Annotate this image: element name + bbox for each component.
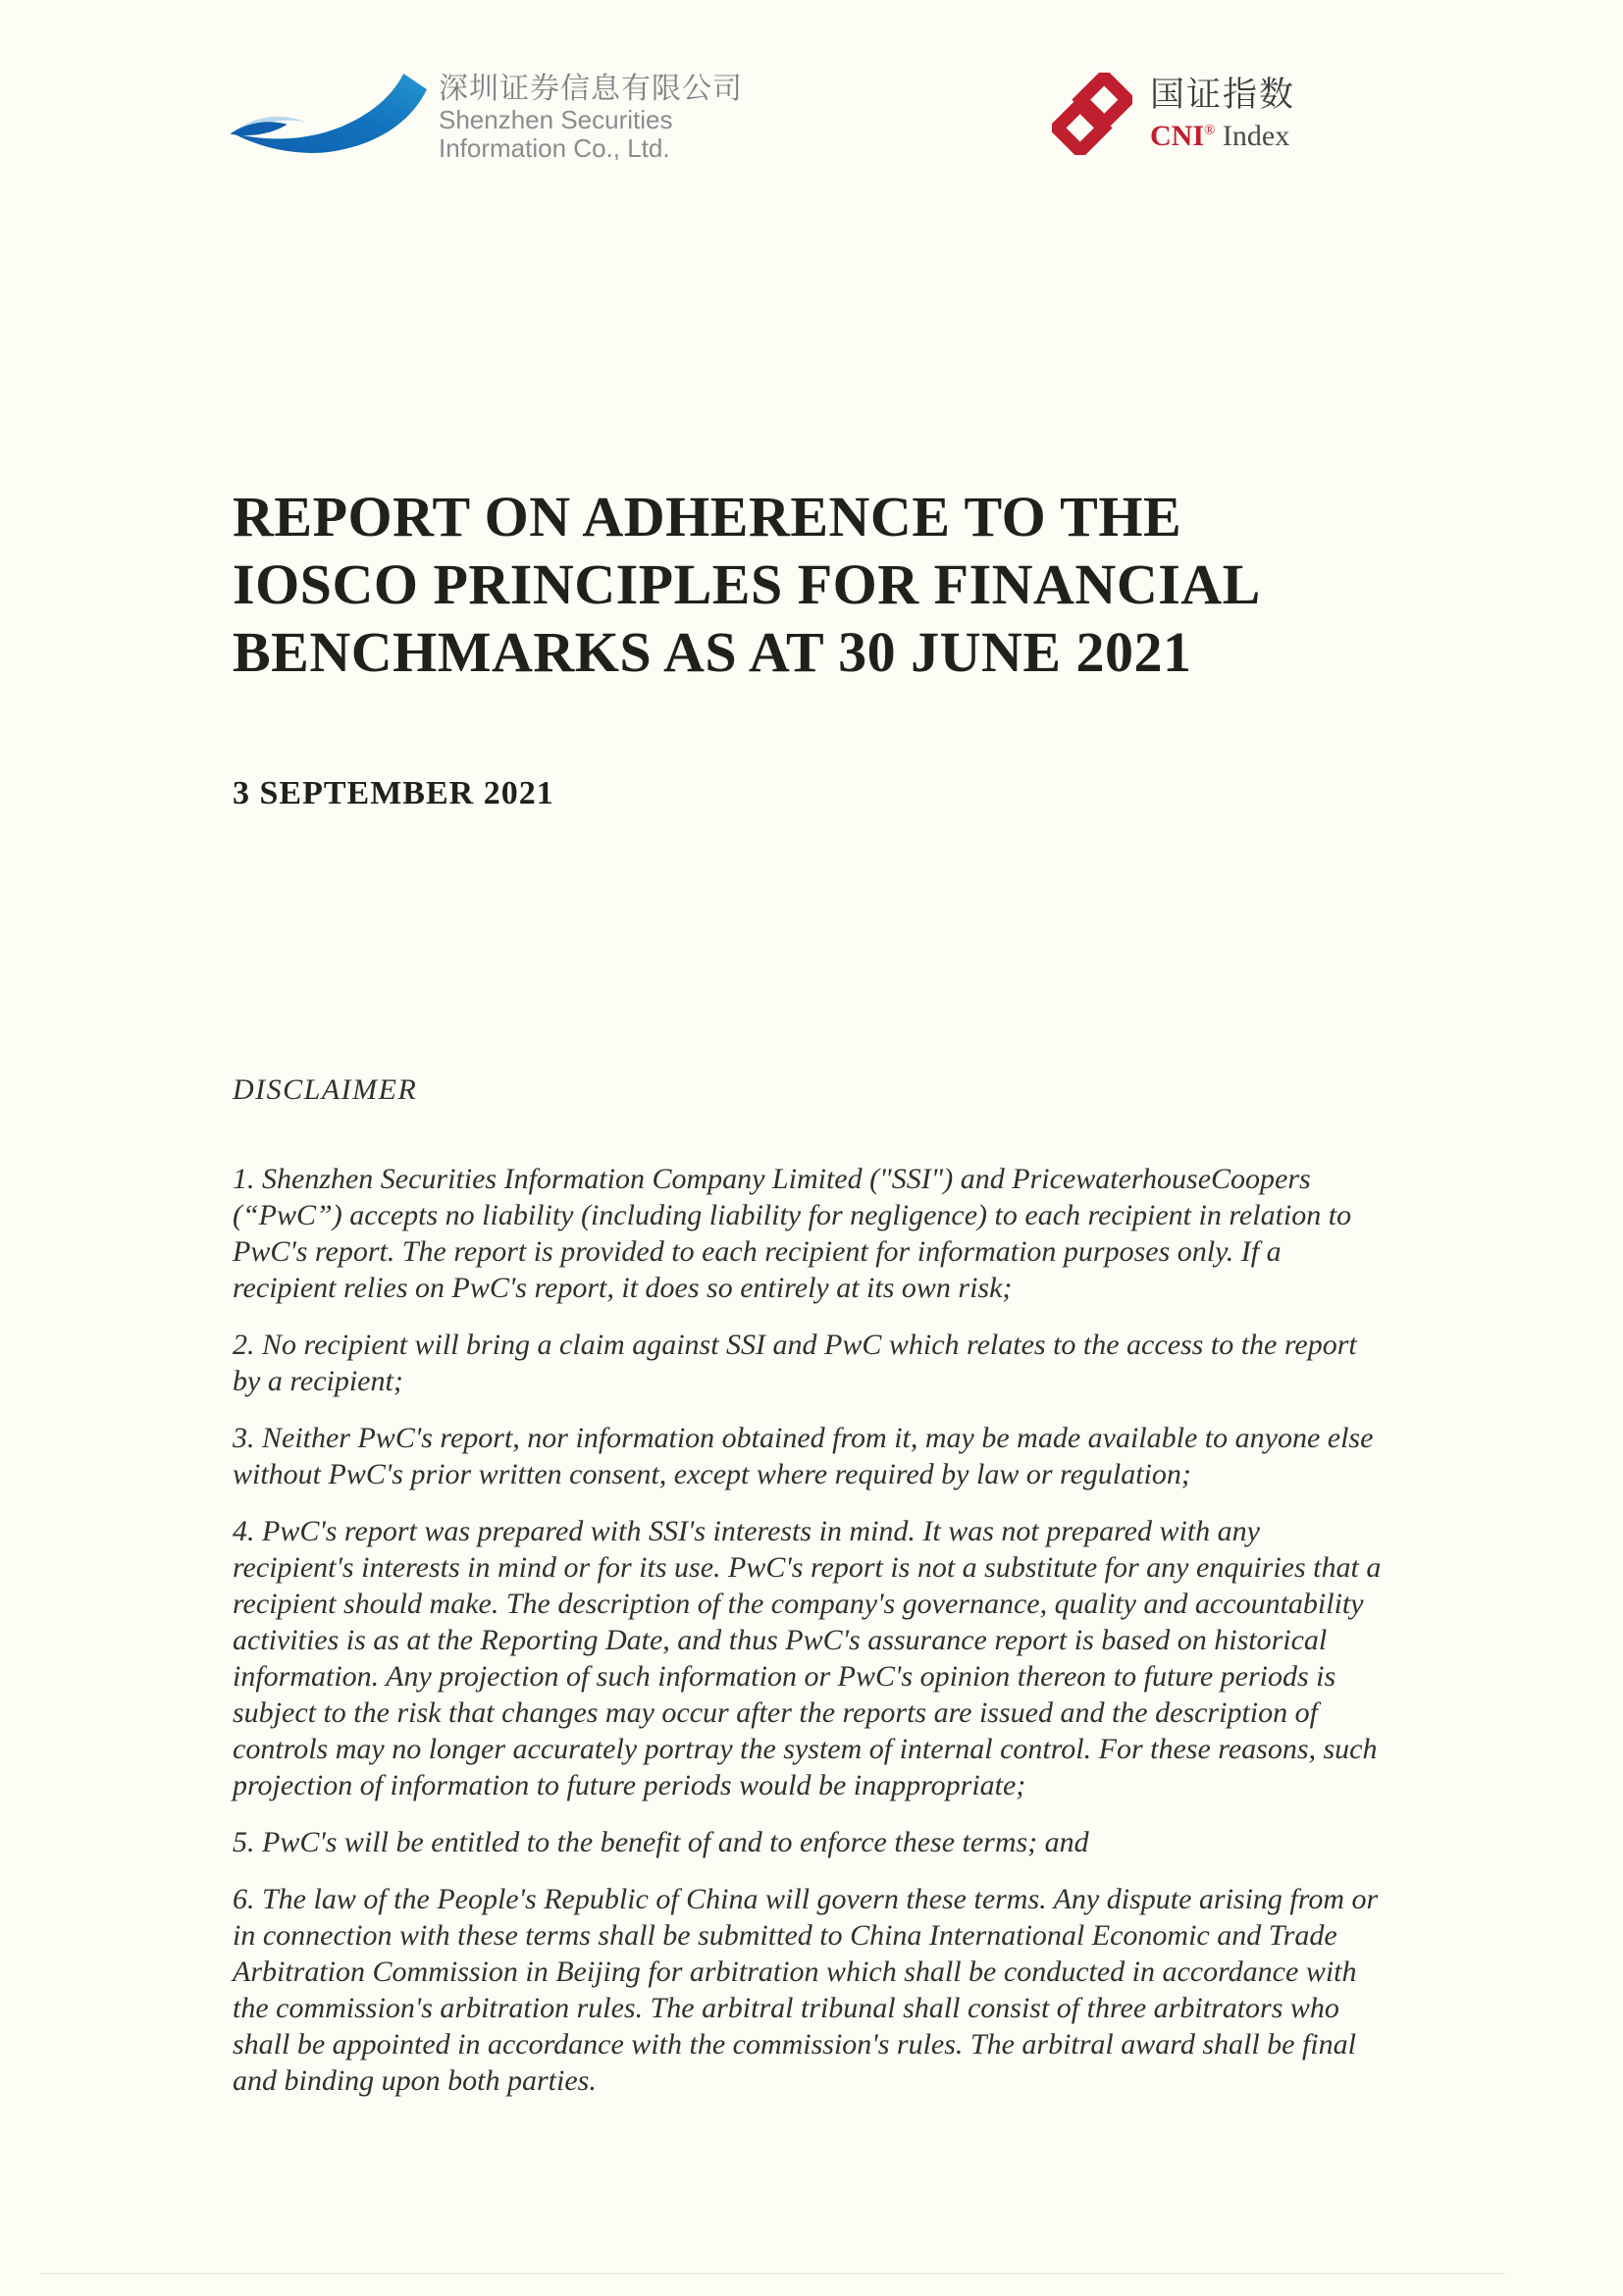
cni-suffix-text: Index [1222,120,1290,152]
disclaimer-paragraph-5: 5. PwC's will be entitled to the benefit of and to enforce these terms; and [233,1826,1089,1858]
disclaimer-paragraph-2: 2. No recipient will bring a claim against SSI and PwC which relates to the access to the report by a recipient; [233,1329,1357,1397]
ssi-english-name-line2: Information Co., Ltd. [439,133,670,163]
report-date: 3 SEPTEMBER 2021 [233,775,554,811]
ssi-logo-text [439,73,743,163]
cni-brand-text: CNI [1149,120,1204,152]
ssi-english-name-line1: Shenzhen Securities [439,105,673,134]
ssi-swoosh-icon [226,69,427,159]
ssi-logo [226,51,743,163]
cni-logo [1052,73,1295,155]
disclaimer-heading: DISCLAIMER [233,1073,418,1106]
cni-chinese-name: 国证指数 [1149,76,1295,114]
cni-logo-text [1150,76,1295,152]
disclaimer-paragraph-4: 4. PwC's report was prepared with SSI's interests in mind. It was not prepared with any recipient's interests in mind or for its use. PwC's report is not a substitute for any enquiries that a recipient should make. The description of the company's governance, quality and accountability activities is as at the Reporting Date, and thus PwC's assurance report is based on historical information. Any projection of such information or PwC's opinion thereon to future periods is subject to the risk that changes may occur after the reports are issued and the description of controls may no longer accurately portray the system of internal control. For these reasons, such projection of information to future periods would be inappropriate; [233,1515,1382,1801]
cni-interlocked-diamonds-icon [1052,73,1132,155]
report-title-line1: REPORT ON ADHERENCE TO THE [233,485,1182,548]
cni-english-name [1150,115,1295,152]
document-header [226,51,1397,179]
disclaimer-paragraph-6: 6. The law of the People's Republic of China will govern these terms. Any dispute arising from or in connection with these terms shall be submitted to China International Economic and Trade Arbitration Commission in Beijing for arbitration which shall be conducted in accordance with the commission's arbitration rules. The arbitral tribunal shall consist of three arbitrators who shall be appointed in accordance with the commission's rules. The arbitral award shall be final and binding upon both parties. [233,1883,1379,2097]
disclaimer-body [233,1161,1388,2119]
report-title-line2: IOSCO PRINCIPLES FOR FINANCIAL [233,552,1261,616]
disclaimer-paragraph-3: 3. Neither PwC's report, nor information obtained from it, may be made available to anyone else without PwC's prior written consent, except where required by law or regulation; [233,1422,1374,1490]
cni-registered-mark: ® [1204,123,1216,138]
report-title-line3: BENCHMARKS AS AT 30 JUNE 2021 [233,620,1192,684]
report-title [233,483,1410,686]
disclaimer-paragraph-1: 1. Shenzhen Securities Information Company Limited ("SSI") and PricewaterhouseCoopers (“PwC”) accepts no liability (including liability for negligence) to each recipient in relation to PwC's report. The report is provided to each recipient for information purposes only. If a recipient relies on PwC's report, it does so entirely at its own risk; [233,1163,1352,1304]
ssi-chinese-name: 深圳证券信息有限公司 [439,73,743,105]
